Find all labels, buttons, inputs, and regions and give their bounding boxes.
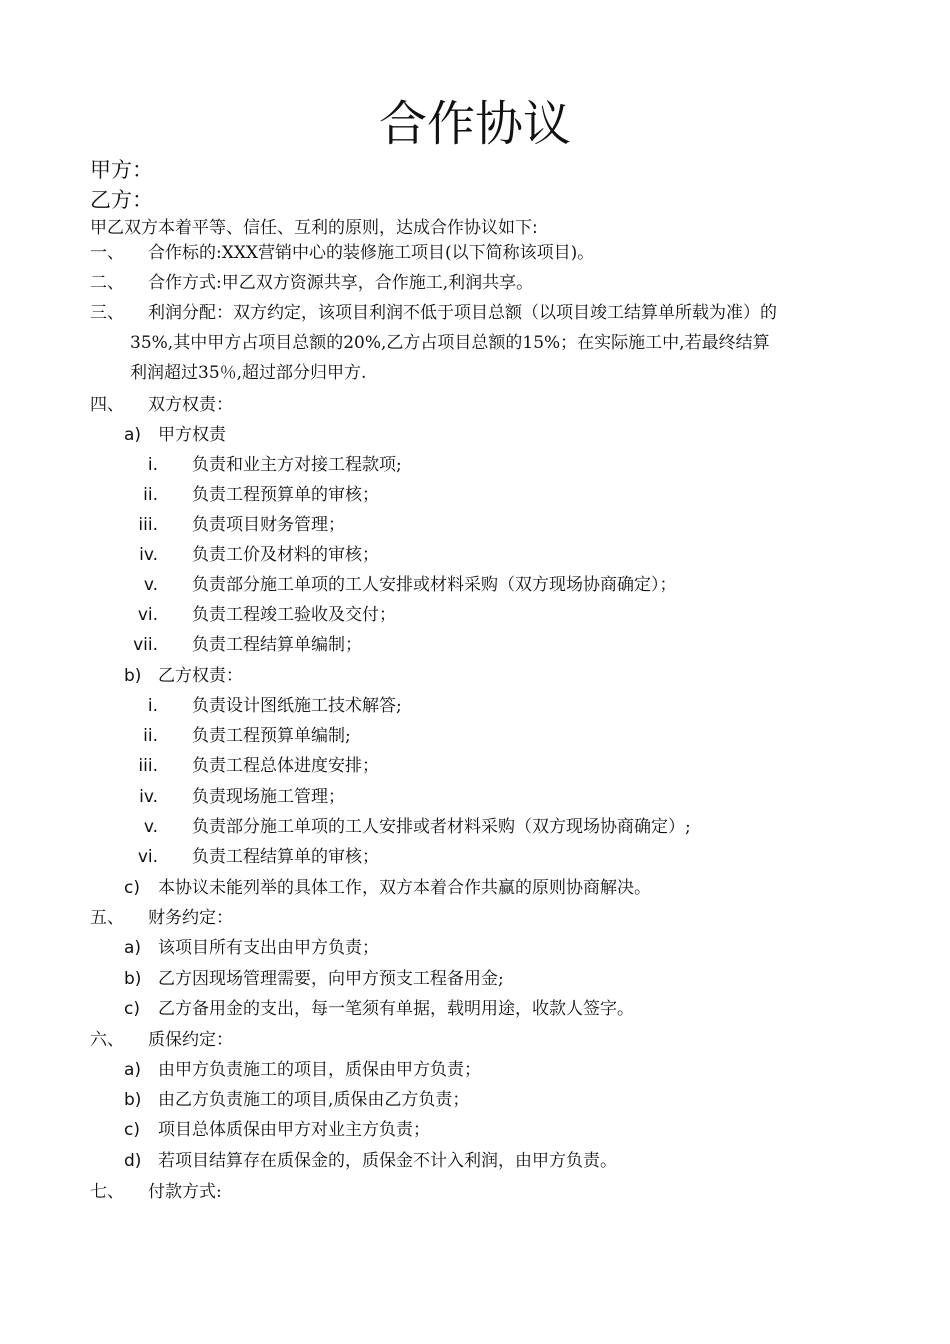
list-item-number: d) — [124, 1151, 142, 1171]
list-item-text: 乙方备用金的支出，每一笔须有单据，载明用途，收款人签字。 — [158, 999, 634, 1019]
list-item-number: ii. — [143, 485, 158, 505]
list-item-number: vii. — [133, 635, 158, 655]
list-item-text: 由乙方负责施工的项目,质保由乙方负责； — [158, 1090, 470, 1110]
section-4-number: 四、 — [90, 395, 124, 415]
list-item-text: 乙方因现场管理需要，向甲方预支工程备用金; — [158, 969, 504, 989]
list-item-number: b) — [124, 969, 142, 989]
document-title: 合作协议 — [378, 96, 571, 152]
list-item-number: v. — [143, 817, 158, 837]
list-item-number: vi. — [137, 605, 158, 625]
list-item-number: iv. — [139, 787, 158, 807]
list-item-text: 负责工程预算单编制; — [192, 726, 351, 746]
section-3-line-2: 35%,其中甲方占项目总额的20%,乙方占项目总额的15%；在实际施工中,若最终结算 — [130, 333, 770, 353]
section-1-number: 一、 — [90, 243, 124, 263]
intro-text: 甲乙双方本着平等、信任、互利的原则，达成合作协议如下: — [90, 218, 538, 238]
list-item-text: 负责现场施工管理； — [192, 787, 345, 807]
list-item-text: 负责工价及材料的审核； — [192, 545, 379, 565]
list-item-number: v. — [143, 575, 158, 595]
list-item-text: 负责工程结算单的审核； — [192, 847, 379, 867]
party-b-label: 乙方： — [90, 188, 153, 212]
section-3-line-3: 利润超过35％,超过部分归甲方. — [130, 363, 367, 383]
section-4c-number: c) — [124, 878, 140, 898]
list-item-text: 负责部分施工单项的工人安排或者材料采购（双方现场协商确定）; — [192, 817, 691, 837]
list-item-text: 负责工程总体进度安排； — [192, 756, 379, 776]
list-item-number: i. — [147, 696, 158, 716]
list-item-number: c) — [124, 999, 140, 1019]
list-item-text: 负责工程竣工验收及交付； — [192, 605, 396, 625]
list-item-text: 项目总体质保由甲方对业主方负责； — [158, 1120, 430, 1140]
party-a-label: 甲方： — [90, 158, 153, 182]
list-item-number: c) — [124, 1120, 140, 1140]
list-item-text: 负责设计图纸施工技术解答; — [192, 696, 402, 716]
section-4a-number: a) — [124, 425, 142, 445]
list-item-number: a) — [124, 938, 142, 958]
list-item-number: ii. — [143, 726, 158, 746]
section-7-number: 七、 — [90, 1182, 124, 1202]
section-4a-text: 甲方权责 — [158, 425, 226, 445]
section-3-line-1: 利润分配：双方约定，该项目利润不低于项目总额（以项目竣工结算单所载为准）的 — [148, 303, 777, 323]
section-4c-text: 本协议未能列举的具体工作，双方本着合作共赢的原则协商解决。 — [158, 878, 651, 898]
section-5-text: 财务约定： — [148, 908, 233, 928]
section-6-number: 六、 — [90, 1030, 124, 1050]
list-item-number: iii. — [138, 515, 158, 535]
list-item-text: 负责工程预算单的审核； — [192, 485, 379, 505]
list-item-number: i. — [147, 455, 158, 475]
list-item-text: 负责工程结算单编制； — [192, 635, 362, 655]
section-2-number: 二、 — [90, 273, 124, 293]
section-1-text: 合作标的:XXX营销中心的装修施工项目(以下简称该项目)。 — [148, 243, 595, 263]
list-item-text: 负责和业主方对接工程款项; — [192, 455, 402, 475]
section-3-number: 三、 — [90, 303, 124, 323]
list-item-text: 若项目结算存在质保金的，质保金不计入利润，由甲方负责。 — [158, 1151, 617, 1171]
list-item-number: a) — [124, 1060, 142, 1080]
section-5-number: 五、 — [90, 908, 124, 928]
list-item-text: 由甲方负责施工的项目，质保由甲方负责； — [158, 1060, 481, 1080]
section-7-text: 付款方式: — [148, 1182, 222, 1202]
section-2-text: 合作方式:甲乙双方资源共享，合作施工,利润共享。 — [148, 273, 534, 293]
list-item-number: vi. — [137, 847, 158, 867]
section-4b-text: 乙方权责： — [158, 666, 243, 686]
list-item-number: b) — [124, 1090, 142, 1110]
section-4-text: 双方权责： — [148, 395, 233, 415]
list-item-number: iii. — [138, 756, 158, 776]
list-item-text: 负责项目财务管理； — [192, 515, 345, 535]
section-6-text: 质保约定： — [148, 1030, 233, 1050]
list-item-text: 该项目所有支出由甲方负责； — [158, 938, 379, 958]
section-4b-number: b) — [124, 666, 142, 686]
list-item-text: 负责部分施工单项的工人安排或材料采购（双方现场协商确定）； — [192, 575, 677, 595]
list-item-number: iv. — [139, 545, 158, 565]
